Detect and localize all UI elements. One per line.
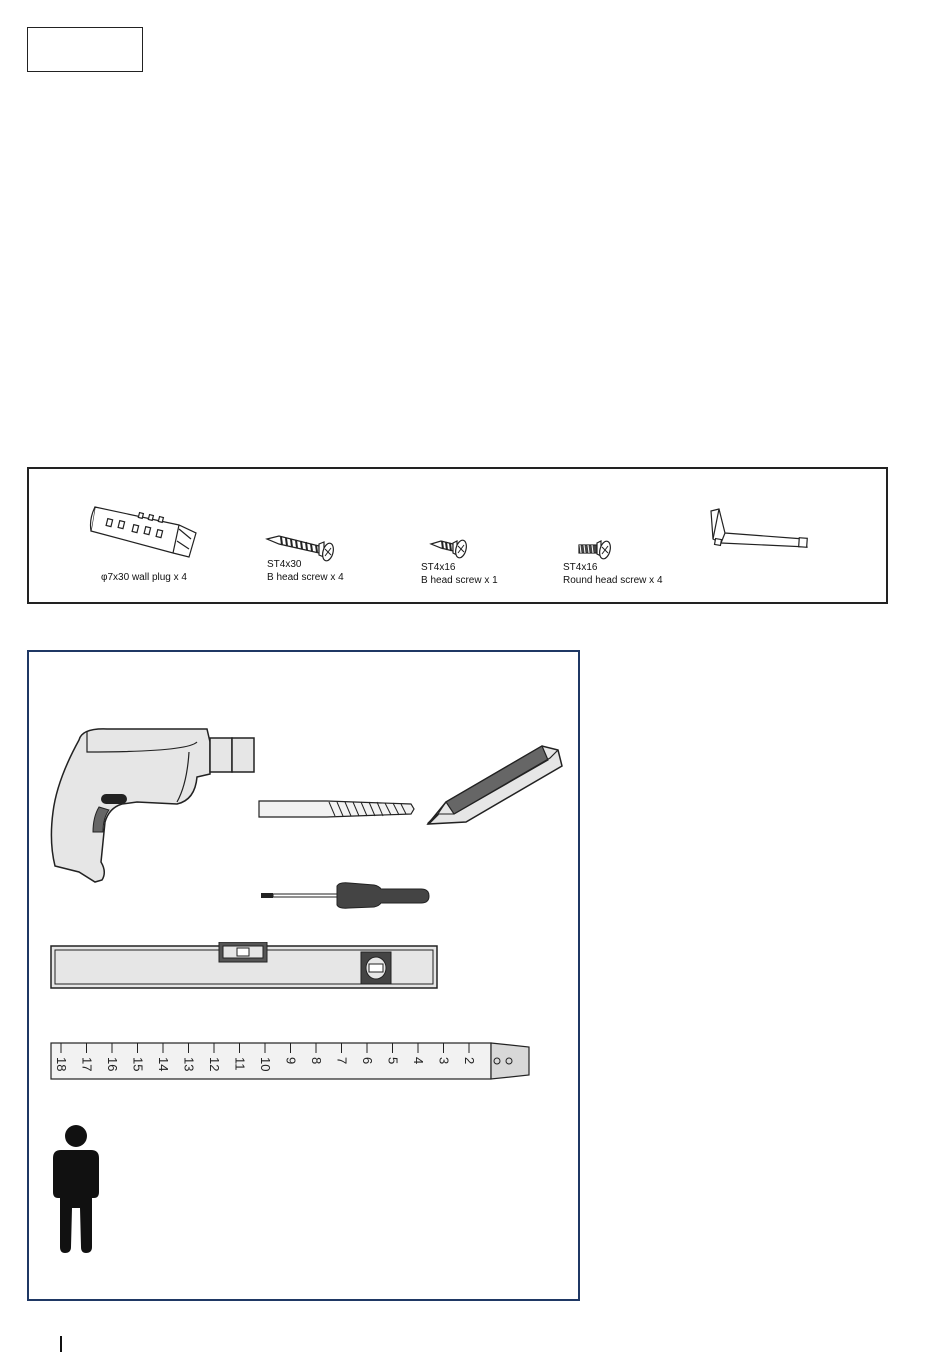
wall-plug-icon (91, 507, 197, 557)
ruler-number: 11 (232, 1057, 248, 1071)
hardware-panel (27, 467, 888, 604)
drill-bit-icon (257, 798, 417, 820)
tools-panel (27, 650, 580, 1301)
pencil-icon (424, 742, 569, 832)
ruler-number: 18 (54, 1057, 69, 1072)
ruler-number: 15 (130, 1057, 146, 1072)
person-icon (51, 1122, 101, 1254)
ruler-number: 12 (207, 1057, 222, 1072)
round-head-screw-caption (563, 562, 663, 587)
ruler-number: 7 (334, 1057, 350, 1065)
wall-plug-label: φ7x30 wall plug x 4 (101, 572, 187, 583)
ruler-number: 5 (385, 1057, 401, 1065)
ruler-number: 2 (462, 1057, 477, 1065)
round-head-screw-icon (579, 540, 612, 560)
allen-key-icon (711, 509, 807, 547)
ruler-number: 13 (181, 1057, 197, 1072)
round-head-screw-label: Round head screw x 4 (563, 574, 663, 586)
wall-plug-caption (101, 572, 187, 585)
long-screw-label: B head screw x 4 (267, 571, 344, 583)
ruler-number: 16 (105, 1057, 120, 1072)
ruler-number: 14 (156, 1057, 171, 1072)
spirit-level-icon (49, 942, 444, 992)
page-marker (60, 1336, 62, 1352)
ruler-number: 6 (360, 1057, 375, 1065)
ruler-number: 10 (258, 1057, 273, 1072)
round-head-screw-size: ST4x16 (563, 562, 598, 573)
drill-icon (47, 722, 262, 887)
empty-title-box (27, 27, 143, 72)
ruler-number: 3 (436, 1057, 452, 1065)
folding-ruler-icon (49, 1037, 534, 1087)
short-screw-size: ST4x16 (421, 562, 456, 573)
long-screw-caption (267, 559, 344, 584)
ruler-number: 8 (309, 1057, 324, 1065)
short-screw-icon (431, 539, 468, 559)
short-screw-label: B head screw x 1 (421, 574, 498, 586)
ruler-number: 4 (411, 1057, 426, 1065)
long-screw-size: ST4x30 (267, 559, 302, 570)
ruler-number: 17 (79, 1057, 95, 1072)
ruler-number: 9 (283, 1057, 299, 1065)
short-screw-caption (421, 562, 498, 587)
screwdriver-icon (259, 880, 434, 910)
